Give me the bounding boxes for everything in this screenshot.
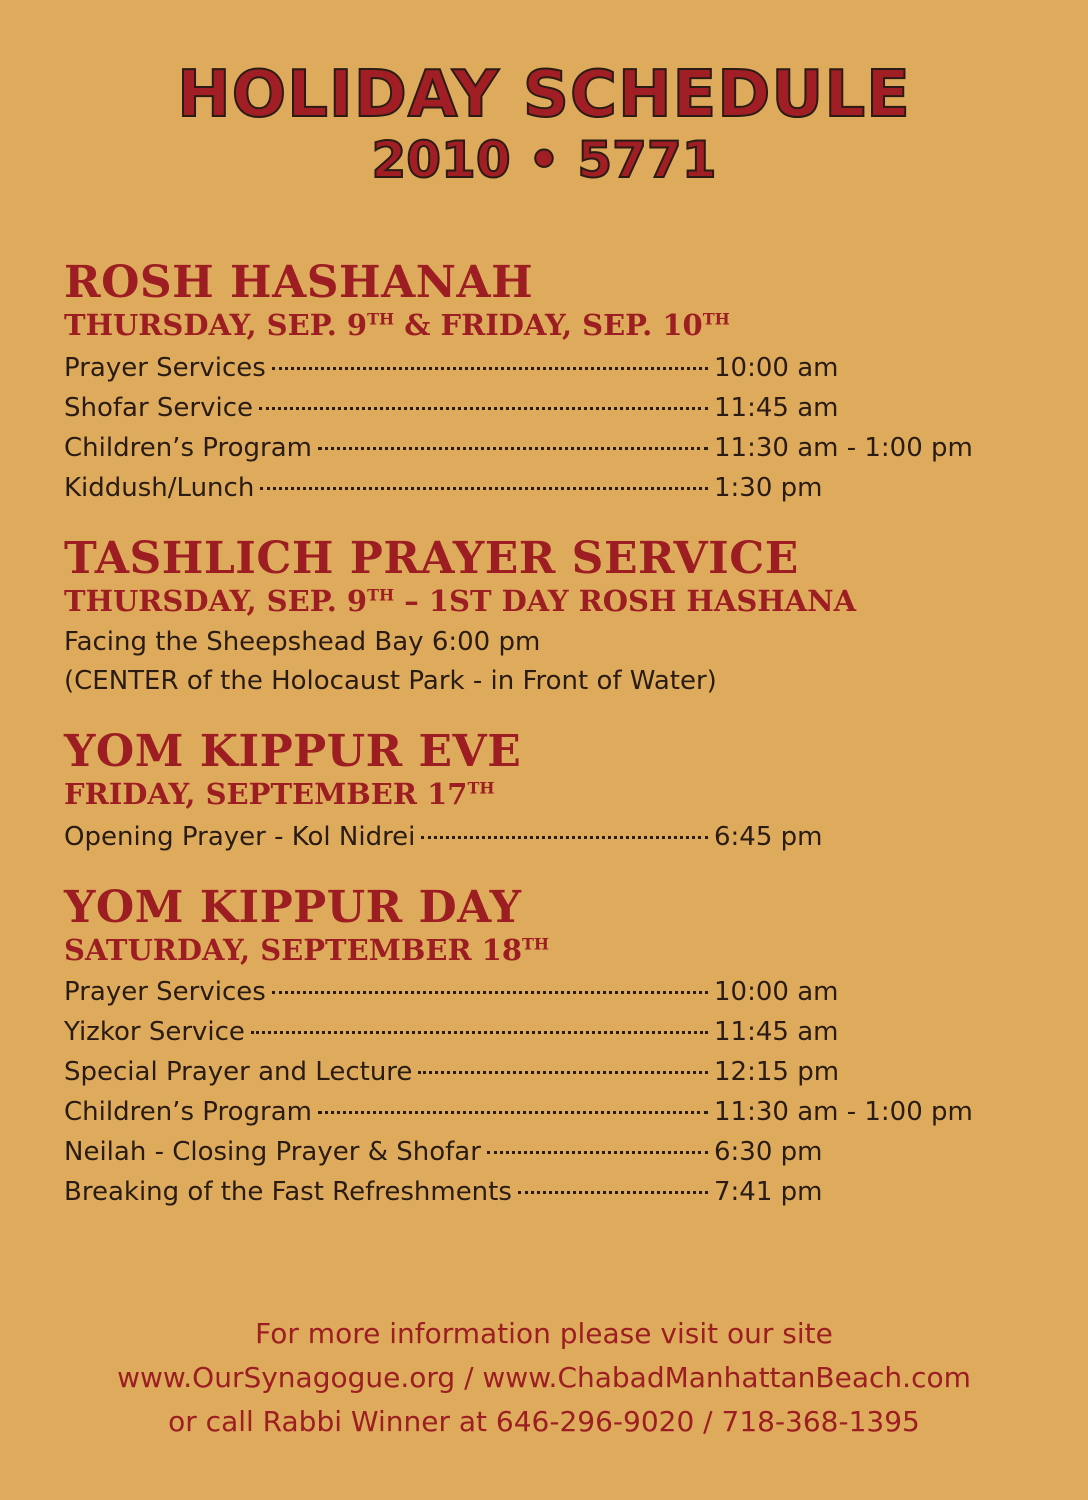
- date-text: FRIDAY, SEPTEMBER 17: [64, 777, 468, 812]
- dot-leader: [272, 991, 708, 994]
- schedule-row: [64, 1092, 979, 1132]
- event-label: Prayer Services: [64, 352, 266, 383]
- schedule-row: [64, 348, 979, 388]
- event-time: 6:45 pm: [714, 821, 823, 852]
- dot-leader: [487, 1151, 708, 1154]
- dot-leader: [272, 367, 708, 370]
- dot-leader: [318, 1111, 708, 1114]
- date-text: SATURDAY, SEPTEMBER 18: [64, 932, 522, 967]
- event-time: 7:41 pm: [714, 1177, 823, 1208]
- section-title: YOM KIPPUR DAY: [64, 881, 522, 933]
- event-label: Prayer Services: [64, 977, 266, 1008]
- date-text: & FRIDAY, SEP. 10: [394, 308, 703, 343]
- event-label: Breaking of the Fast Refreshments: [64, 1177, 512, 1208]
- section-yom-kippur-eve: [64, 727, 1044, 857]
- schedule-row: [64, 1052, 979, 1092]
- date-suffix: TH: [367, 309, 395, 329]
- event-label: Neilah - Closing Prayer & Shofar: [64, 1137, 481, 1168]
- footer-contact: [0, 1312, 1088, 1444]
- event-time: 11:30 am - 1:00 pm: [714, 432, 973, 463]
- dot-leader: [421, 836, 708, 839]
- section-title: ROSH HASHANAH: [64, 257, 534, 308]
- footer-info-line: For more information please visit our site: [255, 1317, 833, 1350]
- schedule-row: [64, 1132, 979, 1172]
- section-date: [64, 932, 1044, 968]
- event-time: 6:30 pm: [714, 1137, 823, 1168]
- page-title: HOLIDAY SCHEDULE: [177, 58, 911, 132]
- dot-leader: [318, 447, 708, 450]
- section-date: [64, 583, 1044, 619]
- date-text: – 1ST DAY ROSH HASHANA: [394, 583, 857, 618]
- section-rosh-hashanah: [64, 258, 1044, 508]
- section-title: YOM KIPPUR EVE: [64, 726, 522, 778]
- schedule-row: [64, 468, 979, 508]
- schedule-row: [64, 817, 979, 857]
- date-suffix: TH: [702, 309, 730, 329]
- section-yom-kippur-day: [64, 883, 1044, 1213]
- event-time: 1:30 pm: [714, 472, 823, 503]
- schedule-row: [64, 972, 979, 1012]
- event-label: Shofar Service: [64, 392, 254, 423]
- date-suffix: TH: [367, 585, 395, 605]
- date-suffix: TH: [467, 778, 495, 798]
- dot-leader: [260, 487, 708, 490]
- event-label: Children’s Program: [64, 432, 312, 463]
- dot-leader: [418, 1071, 708, 1074]
- date-text: THURSDAY, SEP. 9: [64, 308, 368, 343]
- section-tashlich: [64, 534, 1044, 702]
- section-title: TASHLICH PRAYER SERVICE: [64, 532, 799, 584]
- event-time: 11:45 am: [714, 1017, 839, 1048]
- event-label: Opening Prayer - Kol Nidrei: [64, 821, 416, 852]
- section-date: [64, 307, 1044, 343]
- event-time: 12:15 pm: [714, 1057, 840, 1088]
- event-label: Yizkor Service: [64, 1017, 245, 1048]
- page-subtitle: 2010 • 5771: [371, 131, 717, 190]
- event-time: 10:00 am: [714, 977, 839, 1008]
- section-date: [64, 776, 1044, 812]
- dot-leader: [251, 1031, 708, 1034]
- location-note: Facing the Sheepshead Bay 6:00 pm: [64, 627, 541, 658]
- event-label: Kiddush/Lunch: [64, 472, 255, 503]
- event-time: 11:45 am: [714, 392, 839, 423]
- footer-phone-line: or call Rabbi Winner at 646-296-9020 / 718-368-1395: [168, 1405, 920, 1438]
- dot-leader: [518, 1191, 708, 1194]
- schedule-row: [64, 428, 979, 468]
- schedule-content: [64, 258, 1044, 1238]
- schedule-row: [64, 388, 979, 428]
- event-time: 11:30 am - 1:00 pm: [714, 1097, 973, 1128]
- schedule-row: [64, 1012, 979, 1052]
- footer-websites-line: www.OurSynagogue.org / www.ChabadManhattanBeach.com: [117, 1361, 971, 1394]
- schedule-row: [64, 1172, 979, 1212]
- event-label: Children’s Program: [64, 1097, 312, 1128]
- dot-leader: [259, 407, 708, 410]
- event-time: 10:00 am: [714, 352, 839, 383]
- event-label: Special Prayer and Lecture: [64, 1057, 413, 1088]
- header: [0, 0, 1088, 188]
- date-suffix: TH: [522, 934, 550, 954]
- location-note: (CENTER of the Holocaust Park - in Front of Water): [64, 666, 717, 697]
- date-text: THURSDAY, SEP. 9: [64, 583, 368, 618]
